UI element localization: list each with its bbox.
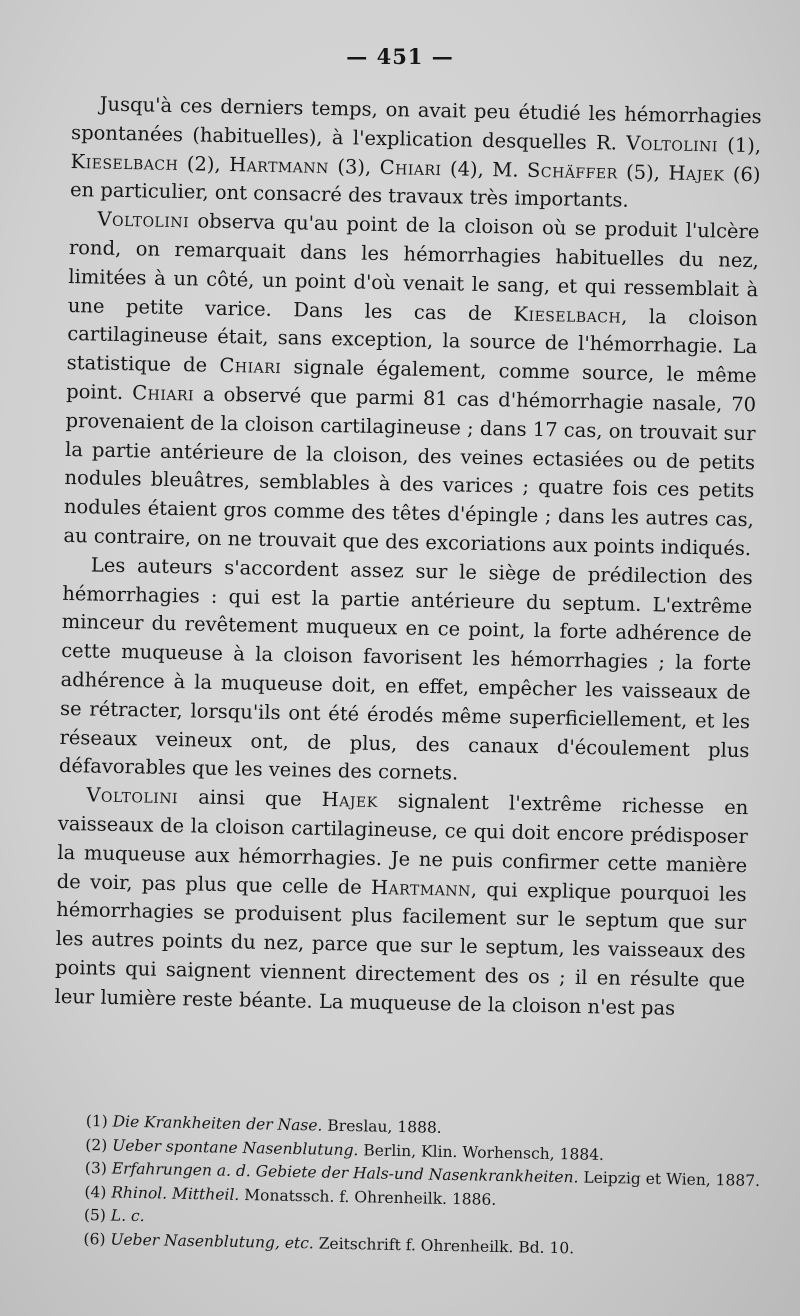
footnote-title: Rhinol. Mittheil. — [111, 1183, 240, 1204]
paragraph — [54, 781, 748, 1025]
footnote-source: Monatssch. f. Ohrenheilk. 1886. — [239, 1185, 497, 1209]
author-name: Voltolini — [626, 131, 719, 157]
text-run: ainsi que — [177, 785, 322, 812]
author-name: Chiari — [132, 381, 195, 406]
text-run: , qui explique pourquoi les hémorrhagies se produisent plus facilement sur le septum que sur les autres points du nez, parce que sur le septum, les vaisseaux des points qui saignent viennent directement des os ; il en résulte que leur lumière reste béante. La muqueuse de la cloison n'est pas — [54, 877, 747, 1020]
author-name: Voltolini — [97, 207, 190, 233]
author-name: Kieselbach — [513, 302, 622, 328]
footnote-title: Die Krankheiten der Nase. — [112, 1112, 323, 1135]
author-name: Chiari — [379, 155, 442, 180]
footnote-number: (6) — [83, 1229, 106, 1248]
author-name: Hajek — [321, 788, 378, 813]
author-name: Voltolini — [86, 783, 179, 809]
footnote-source: Zeitschrift f. Ohrenheilk. Bd. 10. — [313, 1233, 575, 1257]
footnote-title: Erfahrungen a. d. Gebiete der Hals-und Nasenkrankheiten. — [111, 1159, 579, 1187]
main-text — [54, 90, 762, 1025]
footnote-number: (2) — [85, 1135, 108, 1154]
paragraph — [59, 551, 753, 795]
author-name: Hajek — [668, 161, 725, 186]
text-run: , la cloison cartilagineuse était, sans exception, la source de l'hémorrhagie. La statistique de — [66, 304, 758, 378]
author-name: Schäffer — [526, 158, 618, 184]
footnote-source: Breslau, 1888. — [322, 1116, 442, 1137]
author-name: Hartmann — [228, 152, 330, 178]
text-run: observa qu'au point de la cloison où se produit l'ulcère rond, on remarquait dans les hémorrhagies habituelles du nez, limitées à un côté, un point d'où venait le sang, et qui ressemblait à une petite varice. Dans les cas de — [67, 209, 760, 326]
text-run: (1), — [717, 133, 762, 158]
footnote-source: Berlin, Klin. Worhensch, 1884. — [358, 1140, 605, 1164]
footnote-title: Ueber spontane Nasenblutung. — [112, 1136, 359, 1159]
text-run: signalent l'extrême richesse en vaisseaux de la cloison cartilagineuse, ce qui doit encore prédisposer la muqueuse aux hémorrhagies. Je ne puis confirmer cette manière de voir, pas plus que celle de — [56, 789, 749, 899]
text-run: (3), — [328, 154, 380, 179]
footnotes — [83, 1110, 766, 1264]
author-name: Kieselbach — [70, 149, 179, 175]
text-run: (2), — [178, 151, 230, 176]
text-run: signale également, comme source, le même point. — [65, 355, 757, 405]
text-run: Jusqu'à ces derniers temps, on avait peu étudié les hémorrhagies spontanées (habituelles), à l'explication desquelles R. — [70, 92, 762, 155]
page-number: — 451 — — [346, 44, 454, 69]
paragraph — [70, 90, 762, 218]
footnote-number: (1) — [85, 1111, 108, 1131]
text-run: a observé que parmi 81 cas d'hémorrhagie nasale, 70 provenaient de la cloison cartilagineuse ; dans 17 cas, on trouvait sur la partie antérieure de la cloison, des veines ectasiées ou de petits nodules bleuâtres, semblables à des varices ; quatre fois ces petits nodules étaient gros comme des têtes d'épingle ; dans les autres cas, au contraire, on ne trouvait que des excoriations aux points indiqués. — [63, 382, 757, 561]
author-name: Hartmann — [370, 875, 472, 901]
footnote-number: (5) — [83, 1205, 107, 1225]
paragraph — [63, 205, 760, 564]
footnote-source: Leipzig et Wien, 1887. — [578, 1168, 761, 1190]
footnote-number: (4) — [84, 1182, 107, 1201]
text-run: (6) en particulier, ont consacré des travaux très importants. — [69, 162, 761, 213]
text-run: (4), M. — [441, 156, 528, 182]
footnote-title: L. c. — [110, 1206, 145, 1226]
text-run: (5), — [617, 160, 669, 185]
text-run: Les auteurs s'accordent assez sur le siège de prédilection des hémorrhagies : qui est la partie antérieure du septum. L'extrême minceur du revêtement muqueux en ce point, la forte adhérence de cette muqueuse à la cloison favorisent les hémorrhagies ; la forte adhérence à la muqueuse doit, en effet, empêcher les vaisseaux de se rétracter, lorsqu'ils ont été érodés même superficiellement, et les réseaux veineux ont, de plus, des canaux d'écoulement plus défavorables que les veines des cornets. — [58, 553, 753, 785]
author-name: Chiari — [219, 354, 282, 379]
footnote-number: (3) — [84, 1158, 108, 1178]
footnote-title: Ueber Nasenblutung, etc. — [110, 1229, 315, 1252]
